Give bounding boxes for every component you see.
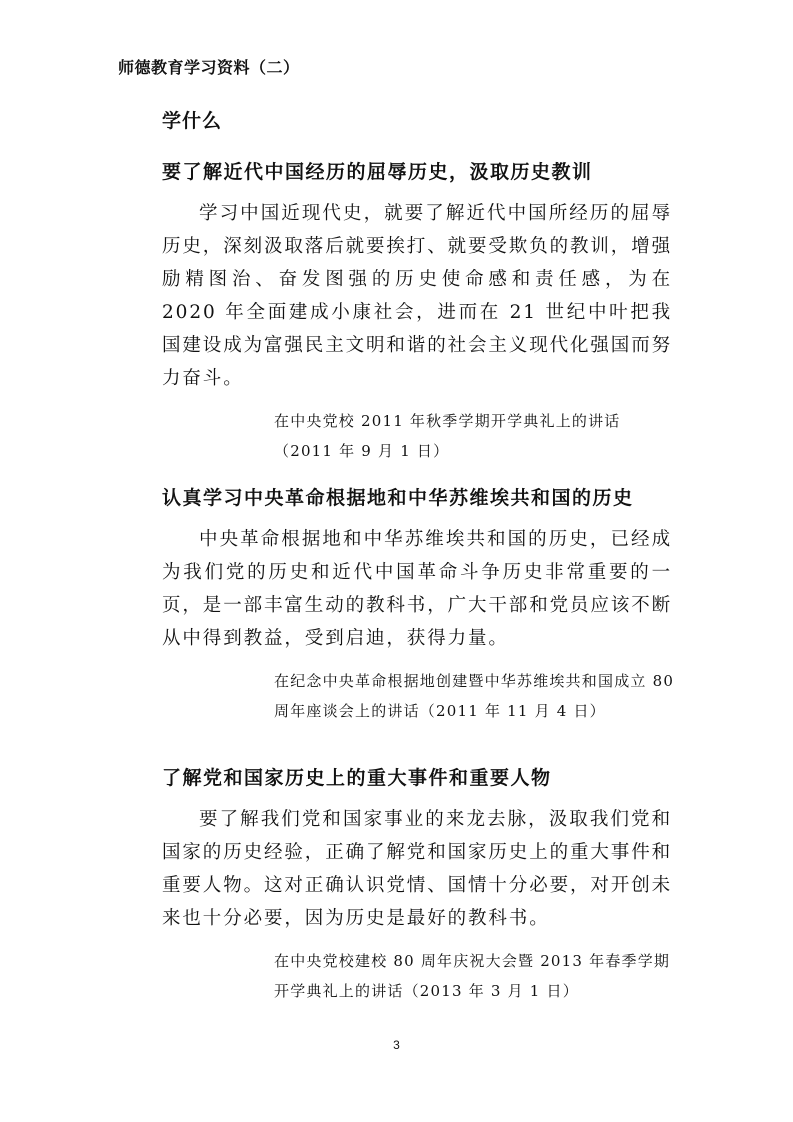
section-title: 学什么 (162, 110, 223, 132)
entry-body: 中央革命根据地和中华苏维埃共和国的历史，已经成为我们党的历史和近代中国革命斗争历史非常重要的一页，是一部丰富生动的教科书，广大干部和党员应该不断从中得到教益，受到启迪，获得力量。 (162, 529, 673, 649)
entry-heading: 要了解近代中国经历的屈辱历史，汲取历史教训 (162, 161, 593, 183)
entry-heading: 认真学习中央革命根据地和中华苏维埃共和国的历史 (162, 487, 634, 509)
entry-body: 要了解我们党和国家事业的来龙去脉，汲取我们党和国家的历史经验，正确了解党和国家历史上的重大事件和重要人物。这对正确认识党情、国情十分必要，对开创未来也十分必要，因为历史是最好的教科书。 (162, 809, 673, 929)
entry-body: 学习中国近现代史，就要了解近代中国所经历的屈辱历史，深刻汲取落后就要挨打、就要受欺负的教训，增强励精图治、奋发图强的历史使命感和责任感，为在 2020 年全面建成小康社会，进而在 21 世纪中叶把我国建设成为富强民主文明和谐的社会主义现代化强国而努力奋斗。 (162, 203, 673, 389)
entry-source: 在纪念中央革命根据地创建暨中华苏维埃共和国成立 80 周年座谈会上的讲话（2011 年 11 月 4 日） (274, 672, 675, 720)
entry-block (162, 484, 675, 726)
entry-source: 在中央党校 2011 年秋季学期开学典礼上的讲话（2011 年 9 月 1 日） (274, 412, 621, 460)
document-header: 师德教育学习资料（二） (118, 58, 300, 77)
page-number: 3 (393, 1038, 400, 1052)
entry-source: 在中央党校建校 80 周年庆祝大会暨 2013 年春季学期开学典礼上的讲话（2013 年 3 月 1 日） (274, 952, 671, 1000)
entry-block (162, 158, 672, 466)
entry-heading: 了解党和国家历史上的重大事件和重要人物 (162, 767, 552, 789)
entry-block (162, 764, 672, 1006)
